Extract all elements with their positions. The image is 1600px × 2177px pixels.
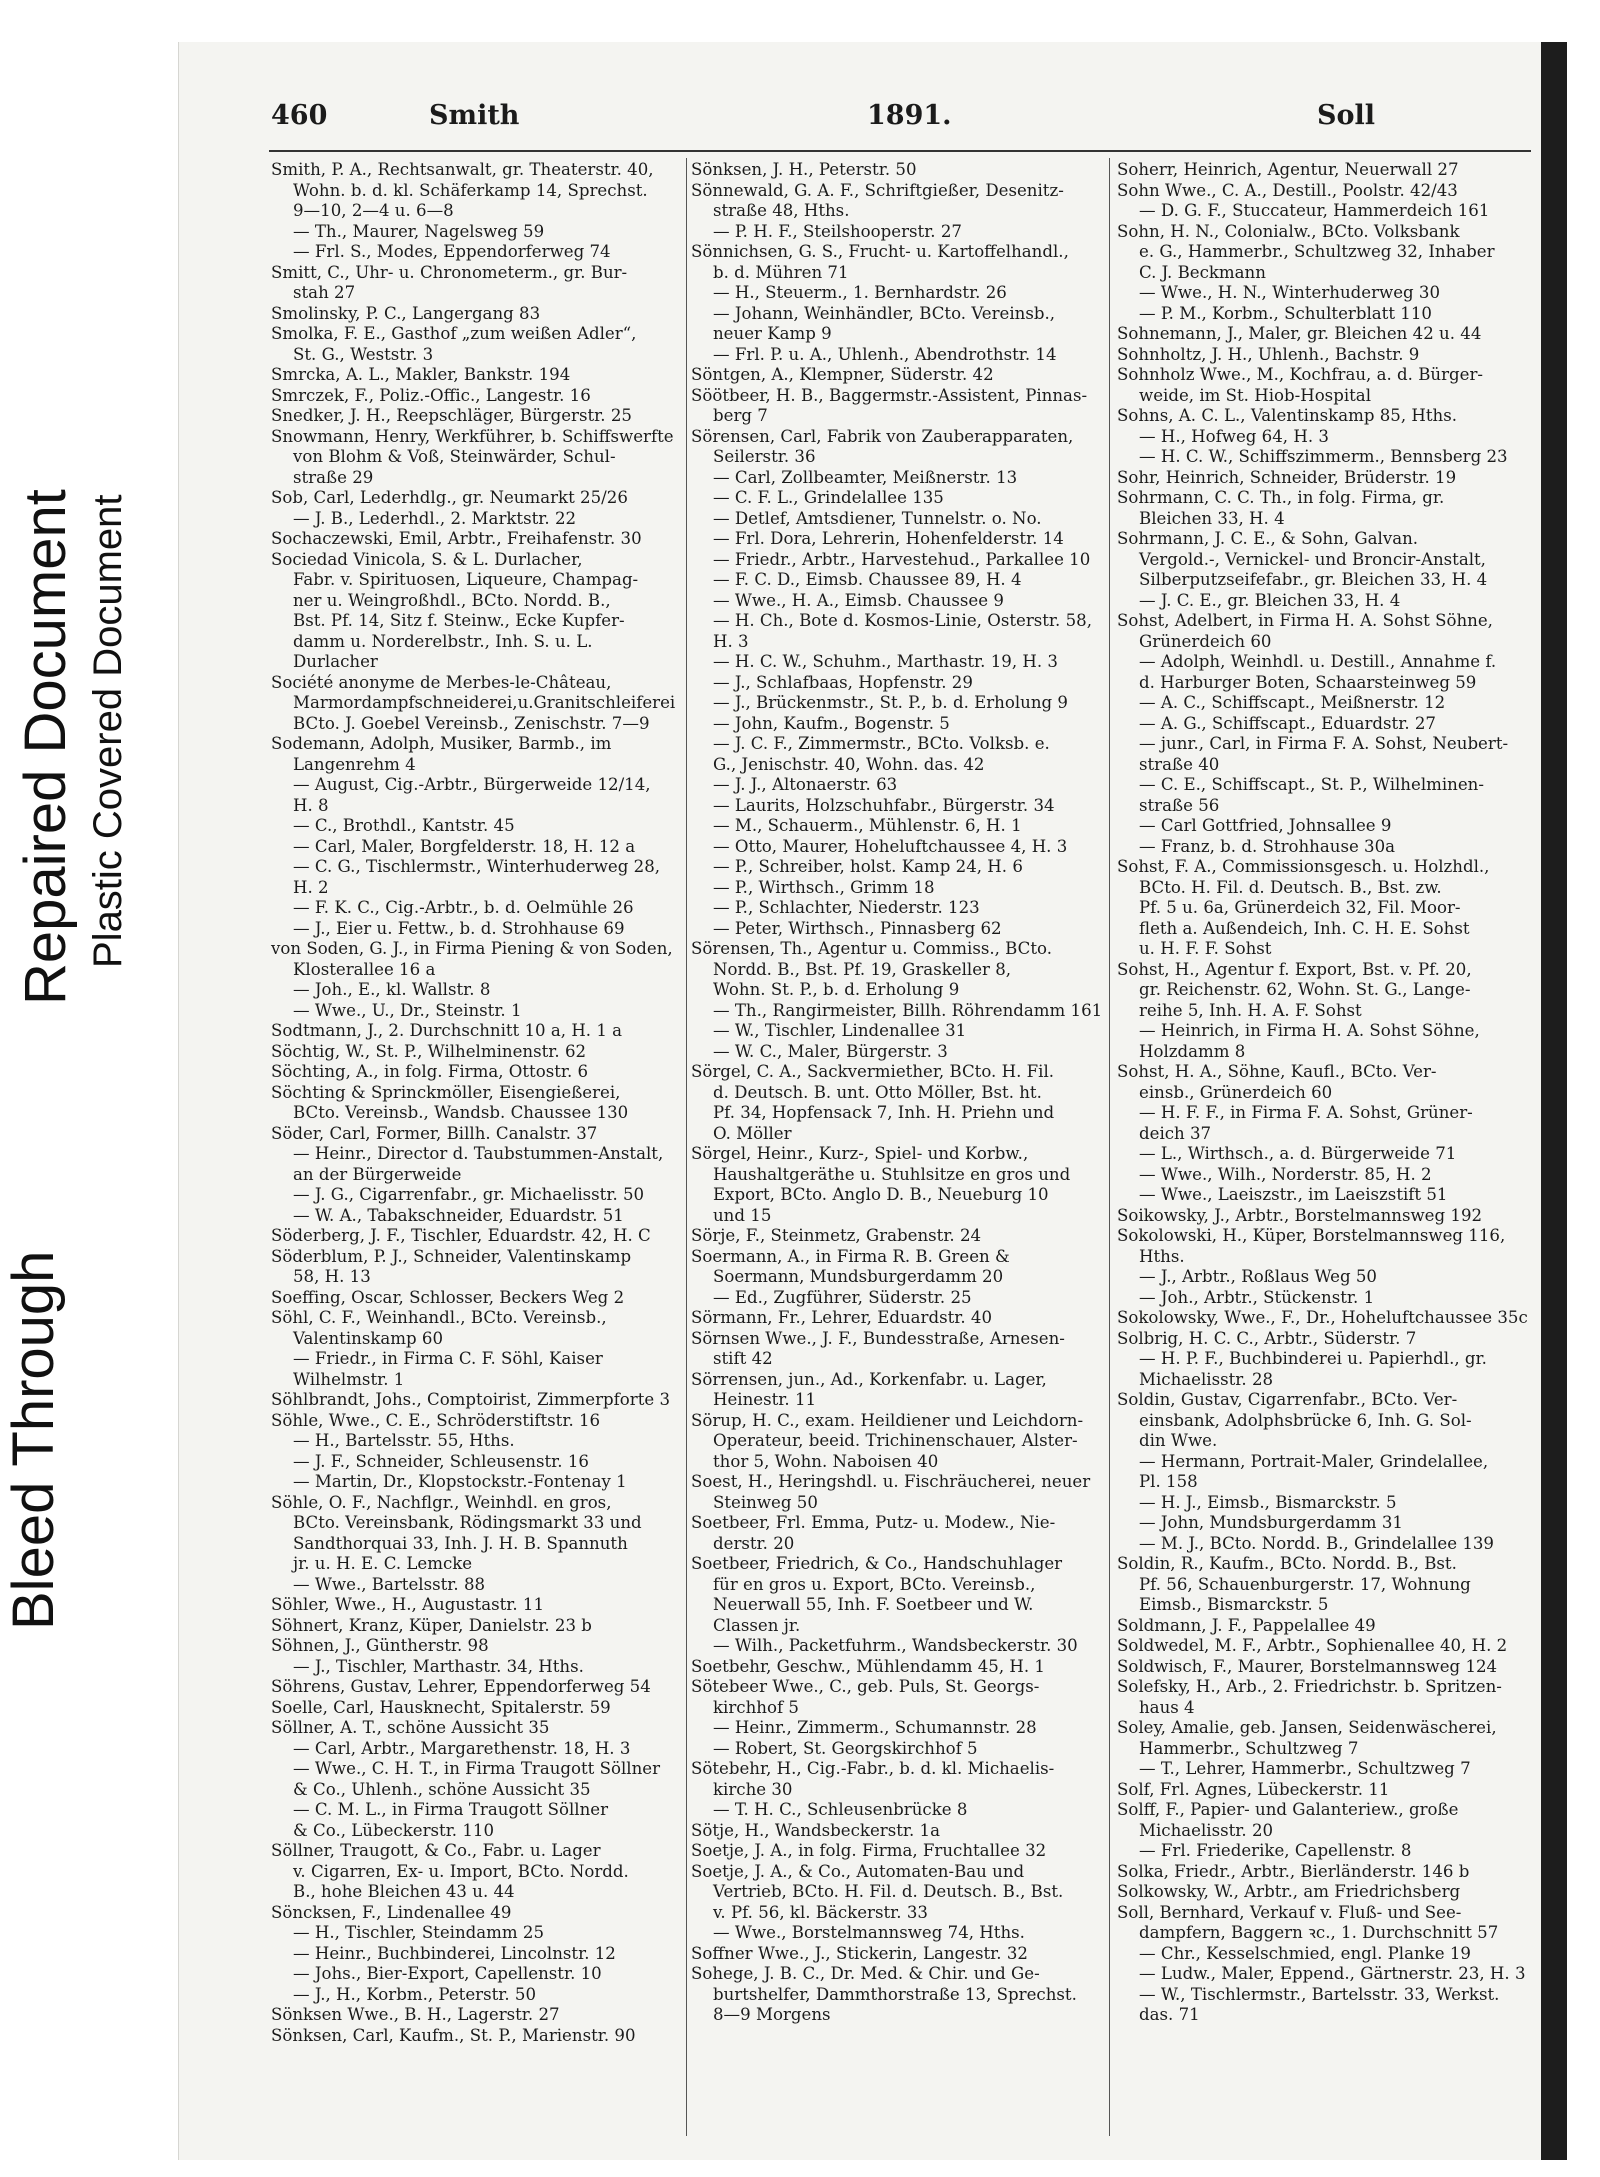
directory-entry-line: — Peter, Wirthsch., Pinnasberg 62 xyxy=(713,918,1002,938)
directory-entry-line: Söchting, A., in folg. Firma, Ottostr. 6 xyxy=(271,1062,589,1081)
directory-entry-line: damm u. Norderelbstr., Inh. S. u. L. xyxy=(293,631,593,651)
directory-entry-line: Marmordampfschneiderei,u.Granitschleiferei xyxy=(293,693,676,712)
directory-entry-line: Michaelisstr. 28 xyxy=(1139,1369,1274,1389)
directory-entry-line: Soelle, Carl, Hausknecht, Spitalerstr. 59 xyxy=(271,1697,611,1717)
column-divider xyxy=(1109,158,1110,2136)
directory-entry-line: — W., Tischler, Lindenallee 31 xyxy=(713,1021,967,1040)
directory-entry-line: Sohns, A. C. L., Valentinskamp 85, Hths. xyxy=(1117,406,1458,425)
directory-entry-line: Sörrensen, jun., Ad., Korkenfabr. u. Lager, xyxy=(691,1369,1047,1389)
directory-entry-line: Sötebeer Wwe., C., geb. Puls, St. Georgs- xyxy=(691,1677,1040,1696)
directory-entry-line: Sohnemann, J., Maler, gr. Bleichen 42 u. 44 xyxy=(1117,324,1482,343)
directory-entry-line: Pf. 34, Hopfensack 7, Inh. H. Priehn und xyxy=(713,1103,1055,1122)
header-left-word: Smith xyxy=(429,100,520,131)
directory-entry-line: — Frl. S., Modes, Eppendorferweg 74 xyxy=(293,242,611,261)
directory-entry-line: — J., Brückenmstr., St. P., b. d. Erholung 9 xyxy=(713,693,1068,712)
directory-entry-line: — H. F. F., in Firma F. A. Sohst, Grüner- xyxy=(1139,1103,1473,1122)
directory-entry-line: reihe 5, Inh. H. A. F. Sohst xyxy=(1139,1000,1362,1020)
directory-entry-line: Sob, Carl, Lederhdlg., gr. Neumarkt 25/26 xyxy=(271,488,628,507)
directory-entry-line: — Friedr., Arbtr., Harvestehud., Parkallee 10 xyxy=(713,549,1091,569)
directory-entry-line: fleth a. Außendeich, Inh. C. H. E. Sohst xyxy=(1139,918,1470,938)
directory-entry-line: — J. F., Schneider, Schleusenstr. 16 xyxy=(293,1451,589,1471)
column-divider xyxy=(686,158,687,2136)
directory-entry-line: 58, H. 13 xyxy=(293,1267,371,1286)
directory-entry-line: Grünerdeich 60 xyxy=(1139,631,1272,651)
directory-entry-line: Sohnholtz, J. H., Uhlenh., Bachstr. 9 xyxy=(1117,344,1420,364)
directory-entry-line: Sokolowsky, Wwe., F., Dr., Hoheluftchaussee 35c xyxy=(1117,1308,1528,1327)
directory-entry-line: Söötbeer, H. B., Baggermstr.-Assistent, Pinnas- xyxy=(691,385,1088,405)
directory-entry-line: Seilerstr. 36 xyxy=(713,447,816,466)
directory-entry-line: G., Jenischstr. 40, Wohn. das. 42 xyxy=(713,754,985,774)
directory-entry-line: Söntgen, A., Klempner, Süderstr. 42 xyxy=(691,365,994,384)
directory-entry-line: an der Bürgerweide xyxy=(293,1164,462,1184)
directory-entry-line: Sohrmann, C. C. Th., in folg. Firma, gr. xyxy=(1117,488,1445,507)
directory-entry-line: Sohst, F. A., Commissionsgesch. u. Holzhdl., xyxy=(1117,857,1490,876)
directory-entry-line: Söhrens, Gustav, Lehrer, Eppendorferweg 54 xyxy=(271,1677,651,1696)
directory-entry-line: dampfern, Baggern ꝛc., 1. Durchschnitt 57 xyxy=(1139,1923,1499,1942)
directory-entry-line: Solf, Frl. Agnes, Lübeckerstr. 11 xyxy=(1117,1779,1390,1799)
directory-entry-line: straße 29 xyxy=(293,467,374,487)
directory-entry-line: Söchtig, W., St. P., Wilhelminenstr. 62 xyxy=(271,1041,587,1061)
directory-entry-line: din Wwe. xyxy=(1139,1431,1218,1450)
directory-entry-line: Bleichen 33, H. 4 xyxy=(1139,508,1285,528)
directory-entry-line: Sohst, H., Agentur f. Export, Bst. v. Pf. 20, xyxy=(1117,959,1472,979)
directory-entry-line: straße 56 xyxy=(1139,795,1220,815)
directory-entry-line: — Laurits, Holzschuhfabr., Bürgerstr. 34 xyxy=(713,795,1055,815)
directory-entry-line: neuer Kamp 9 xyxy=(713,324,832,343)
directory-entry-line: — Heinrich, in Firma H. A. Sohst Söhne, xyxy=(1139,1021,1480,1040)
directory-entry-line: Classen jr. xyxy=(713,1615,801,1635)
directory-entry-line: für en gros u. Export, BCto. Vereinsb., xyxy=(713,1574,1036,1594)
directory-entry-line: b. d. Mühren 71 xyxy=(713,262,849,282)
header-rule xyxy=(269,150,1531,152)
directory-entry-line: — Heinr., Buchbinderei, Lincolnstr. 12 xyxy=(293,1943,616,1963)
directory-entry-line: ner u. Weingroßhdl., BCto. Nordd. B., xyxy=(293,590,611,610)
directory-entry-line: Sohege, J. B. C., Dr. Med. & Chir. und Ge- xyxy=(691,1964,1040,1983)
directory-entry-line: — Wwe., Borstelmannsweg 74, Hths. xyxy=(713,1923,1025,1942)
directory-entry-line: Söhler, Wwe., H., Augustastr. 11 xyxy=(271,1595,545,1614)
directory-entry-line: derstr. 20 xyxy=(713,1533,795,1553)
directory-entry-line: Sörgel, Heinr., Kurz-, Spiel- und Korbw., xyxy=(691,1144,1029,1163)
directory-entry-line: — Otto, Maurer, Hoheluftchaussee 4, H. 3 xyxy=(713,836,1068,856)
directory-entry-line: B., hohe Bleichen 43 u. 44 xyxy=(293,1882,515,1901)
directory-entry-line: Sörensen, Carl, Fabrik von Zauberapparaten, xyxy=(691,426,1074,446)
directory-entry-line: — Wwe., H. A., Eimsb. Chaussee 9 xyxy=(713,590,1004,610)
column-1 xyxy=(271,160,685,2046)
directory-entry-line: Söhl, C. F., Weinhandl., BCto. Vereinsb., xyxy=(271,1308,607,1327)
header-year: 1891. xyxy=(867,100,952,131)
directory-entry-line: — Wwe., H. N., Winterhuderweg 30 xyxy=(1139,283,1441,302)
directory-entry-line: Soldwisch, F., Maurer, Borstelmannsweg 124 xyxy=(1117,1656,1498,1676)
directory-entry-line: stah 27 xyxy=(293,283,356,302)
directory-entry-line: straße 48, Hths. xyxy=(713,201,850,220)
directory-entry-line: Hths. xyxy=(1139,1246,1185,1266)
directory-page xyxy=(178,42,1567,2160)
directory-entry-line: Soeffing, Oscar, Schlosser, Beckers Weg 2 xyxy=(271,1287,625,1307)
directory-entry-line: Sörup, H. C., exam. Heildiener und Leichdorn- xyxy=(691,1410,1084,1430)
directory-entry-line: — H., Steuerm., 1. Bernhardstr. 26 xyxy=(713,283,1007,302)
directory-entry-line: Söder, Carl, Former, Billh. Canalstr. 37 xyxy=(271,1123,598,1143)
directory-entry-line: — Wwe., U., Dr., Steinstr. 1 xyxy=(293,1000,522,1020)
directory-entry-line: — Detlef, Amtsdiener, Tunnelstr. o. No. xyxy=(713,508,1042,528)
directory-entry-line: Soffner Wwe., J., Stickerin, Langestr. 32 xyxy=(691,1943,1028,1963)
directory-entry-line: Söllner, A. T., schöne Aussicht 35 xyxy=(271,1718,550,1737)
directory-entry-line: — F. K. C., Cig.-Arbtr., b. d. Oelmühle 26 xyxy=(293,898,634,917)
directory-entry-line: — Th., Maurer, Nagelsweg 59 xyxy=(293,221,545,241)
directory-entry-line: — A. C., Schiffscapt., Meißnerstr. 12 xyxy=(1139,693,1446,712)
directory-entry-line: — August, Cig.-Arbtr., Bürgerweide 12/14, xyxy=(293,775,651,794)
repaired-document-label: Repaired Document xyxy=(13,489,78,1005)
directory-entry-line: — Ludw., Maler, Eppend., Gärtnerstr. 23, H. 3 xyxy=(1139,1964,1526,1983)
directory-entry-line: Valentinskamp 60 xyxy=(293,1328,444,1348)
directory-entry-line: Pf. 56, Schauenburgerstr. 17, Wohnung xyxy=(1139,1574,1471,1594)
directory-entry-line: — Hermann, Portrait-Maler, Grindelallee, xyxy=(1139,1451,1489,1471)
directory-entry-line: Sandthorquai 33, Inh. J. H. B. Spannuth xyxy=(293,1533,628,1553)
directory-entry-line: e. G., Hammerbr., Schultzweg 32, Inhaber xyxy=(1139,242,1495,261)
directory-entry-line: — Wwe., Bartelsstr. 88 xyxy=(293,1574,486,1594)
directory-entry-line: Michaelisstr. 20 xyxy=(1139,1820,1274,1840)
directory-entry-line: Sötebehr, H., Cig.-Fabr., b. d. kl. Michaelis- xyxy=(691,1759,1055,1778)
directory-entry-line: St. G., Weststr. 3 xyxy=(293,344,434,364)
directory-entry-line: — T. H. C., Schleusenbrücke 8 xyxy=(713,1800,968,1819)
directory-entry-line: — C., Brothdl., Kantstr. 45 xyxy=(293,816,515,835)
directory-entry-line: haus 4 xyxy=(1139,1697,1195,1717)
directory-entry-line: Sohst, H. A., Söhne, Kaufl., BCto. Ver- xyxy=(1117,1062,1437,1081)
directory-entry-line: berg 7 xyxy=(713,406,768,425)
directory-entry-line: Söchting & Sprinckmöller, Eisengießerei, xyxy=(271,1082,621,1102)
directory-entry-line: Soermann, A., in Firma R. B. Green & xyxy=(691,1246,1010,1266)
directory-entry-line: Smith, P. A., Rechtsanwalt, gr. Theaterstr. 40, xyxy=(271,160,654,179)
directory-entry-line: — Frl. Dora, Lehrerin, Hohenfelderstr. 14 xyxy=(713,529,1064,548)
directory-entry-line: Söllner, Traugott, & Co., Fabr. u. Lager xyxy=(271,1841,601,1860)
directory-entry-line: Soetbeer, Frl. Emma, Putz- u. Modew., Nie- xyxy=(691,1513,1056,1532)
directory-entry-line: Sokolowski, H., Küper, Borstelmannsweg 116, xyxy=(1117,1226,1506,1245)
directory-entry-line: Sörensen, Th., Agentur u. Commiss., BCto. xyxy=(691,939,1053,958)
directory-entry-line: Sötje, H., Wandsbeckerstr. 1a xyxy=(691,1820,941,1840)
directory-entry-line: gr. Reichenstr. 62, Wohn. St. G., Lange- xyxy=(1139,980,1471,999)
directory-entry-line: Söhlbrandt, Johs., Comptoirist, Zimmerpforte 3 xyxy=(271,1390,671,1409)
directory-entry-line: — junr., Carl, in Firma F. A. Sohst, Neubert- xyxy=(1139,734,1509,753)
directory-entry-line: deich 37 xyxy=(1139,1123,1212,1143)
directory-entry-line: BCto. Vereinsbank, Rödingsmarkt 33 und xyxy=(293,1513,642,1532)
directory-entry-line: & Co., Lübeckerstr. 110 xyxy=(293,1820,495,1840)
directory-entry-line: — W., Tischlermstr., Bartelsstr. 33, Werkst. xyxy=(1139,1984,1500,2004)
directory-entry-line: Solbrig, H. C. C., Arbtr., Süderstr. 7 xyxy=(1117,1328,1417,1348)
directory-entry-line: d. Harburger Boten, Schaarsteinweg 59 xyxy=(1139,672,1477,692)
directory-entry-line: Pl. 158 xyxy=(1139,1472,1198,1491)
directory-entry-line: Operateur, beeid. Trichinenschauer, Alster- xyxy=(713,1431,1078,1450)
directory-entry-line: — Wwe., Wilh., Norderstr. 85, H. 2 xyxy=(1139,1164,1432,1184)
directory-entry-line: — Wwe., Laeiszstr., im Laeiszstift 51 xyxy=(1139,1185,1448,1204)
directory-entry-line: Söhnert, Kranz, Küper, Danielstr. 23 b xyxy=(271,1615,592,1635)
directory-entry-line: — F. C. D., Eimsb. Chaussee 89, H. 4 xyxy=(713,570,1022,589)
directory-entry-line: Soldwedel, M. F., Arbtr., Sophienallee 40, H. 2 xyxy=(1117,1636,1508,1655)
directory-entry-line: Sönksen, Carl, Kaufm., St. P., Marienstr. 90 xyxy=(271,2025,636,2045)
directory-entry-line: jr. u. H. E. C. Lemcke xyxy=(293,1554,473,1573)
directory-entry-line: Smolinsky, P. C., Langergang 83 xyxy=(271,303,541,323)
header-right-word: Soll xyxy=(1317,100,1376,131)
directory-entry-line: — J. B., Lederhdl., 2. Marktstr. 22 xyxy=(293,508,577,528)
directory-entry-line: — P. M., Korbm., Schulterblatt 110 xyxy=(1139,303,1432,323)
directory-entry-line: Söderberg, J. F., Tischler, Eduardstr. 42, H. C xyxy=(271,1226,651,1245)
directory-entry-line: — C. E., Schiffscapt., St. P., Wilhelminen- xyxy=(1139,775,1484,794)
directory-entry-line: straße 40 xyxy=(1139,754,1220,774)
directory-entry-line: 9—10, 2—4 u. 6—8 xyxy=(293,201,454,220)
directory-entry-line: — Wilh., Packetfuhrm., Wandsbeckerstr. 30 xyxy=(713,1636,1078,1655)
directory-entry-line: Smrcka, A. L., Makler, Bankstr. 194 xyxy=(271,365,571,384)
directory-entry-line: von Soden, G. J., in Firma Piening & von Soden, xyxy=(271,939,673,958)
directory-entry-line: Soldmann, J. F., Pappelallee 49 xyxy=(1117,1615,1376,1635)
directory-entry-line: — J. C. E., gr. Bleichen 33, H. 4 xyxy=(1139,590,1401,610)
directory-entry-line: — Joh., E., kl. Wallstr. 8 xyxy=(293,980,491,999)
directory-entry-line: Sodemann, Adolph, Musiker, Barmb., im xyxy=(271,734,612,753)
directory-entry-line: Solff, F., Papier- und Galanteriew., große xyxy=(1117,1800,1459,1819)
directory-entry-line: — Franz, b. d. Strohhause 30a xyxy=(1139,836,1396,856)
directory-entry-line: — H. C. W., Schiffszimmerm., Bennsberg 23 xyxy=(1139,447,1508,466)
directory-entry-line: — L., Wirthsch., a. d. Bürgerweide 71 xyxy=(1139,1144,1457,1163)
directory-entry-line: d. Deutsch. B. unt. Otto Möller, Bst. ht. xyxy=(713,1082,1042,1102)
directory-entry-line: — Friedr., in Firma C. F. Söhl, Kaiser xyxy=(293,1349,603,1368)
directory-entry-line: — Frl. Friederike, Capellenstr. 8 xyxy=(1139,1841,1412,1860)
book-spine xyxy=(1541,42,1567,2160)
directory-entry-line: Sochaczewski, Emil, Arbtr., Freihafenstr. 30 xyxy=(271,529,642,548)
directory-entry-line: Sohr, Heinrich, Schneider, Brüderstr. 19 xyxy=(1117,467,1457,487)
directory-entry-line: — J., H., Korbm., Peterstr. 50 xyxy=(293,1984,537,2004)
directory-entry-line: — Adolph, Weinhdl. u. Destill., Annahme f. xyxy=(1139,652,1497,671)
directory-entry-line: Söhnen, J., Güntherstr. 98 xyxy=(271,1636,489,1655)
directory-entry-line: Neuerwall 55, Inh. F. Soetbeer und W. xyxy=(713,1595,1034,1614)
directory-entry-line: Soetje, J. A., in folg. Firma, Fruchtallee 32 xyxy=(691,1841,1047,1860)
directory-entry-line: v. Cigarren, Ex- u. Import, BCto. Nordd. xyxy=(293,1861,629,1881)
directory-entry-line: Nordd. B., Bst. Pf. 19, Graskeller 8, xyxy=(713,959,1012,979)
directory-entry-line: — J. G., Cigarrenfabr., gr. Michaelisstr. 50 xyxy=(293,1185,645,1204)
directory-entry-line: — J. J., Altonaerstr. 63 xyxy=(713,775,898,794)
directory-entry-line: Soley, Amalie, geb. Jansen, Seidenwäscherei, xyxy=(1117,1718,1497,1737)
directory-entry-line: & Co., Uhlenh., schöne Aussicht 35 xyxy=(293,1779,591,1799)
directory-entry-line: Sohnholz Wwe., M., Kochfrau, a. d. Bürger- xyxy=(1117,365,1483,384)
directory-entry-line: Solkowsky, W., Arbtr., am Friedrichsberg xyxy=(1117,1882,1461,1901)
directory-entry-line: — H. J., Eimsb., Bismarckstr. 5 xyxy=(1139,1492,1397,1512)
directory-entry-line: Snedker, J. H., Reepschläger, Bürgerstr. 25 xyxy=(271,406,632,425)
directory-entry-line: O. Möller xyxy=(713,1123,792,1143)
directory-entry-line: — H., Tischler, Steindamm 25 xyxy=(293,1923,545,1942)
directory-entry-line: — P. H. F., Steilshooperstr. 27 xyxy=(713,221,962,241)
directory-entry-line: weide, im St. Hiob-Hospital xyxy=(1139,385,1371,405)
directory-entry-line: — P., Wirthsch., Grimm 18 xyxy=(713,877,935,897)
directory-entry-line: — Carl, Arbtr., Margarethenstr. 18, H. 3 xyxy=(293,1738,631,1758)
directory-entry-line: Söhle, O. F., Nachflgr., Weinhdl. en gros, xyxy=(271,1492,612,1512)
directory-entry-line: Soest, H., Heringshdl. u. Fischräucherei, neuer xyxy=(691,1472,1091,1491)
directory-entry-line: Smrczek, F., Poliz.-Offic., Langestr. 16 xyxy=(271,385,591,405)
directory-entry-line: BCto. Vereinsb., Wandsb. Chaussee 130 xyxy=(293,1103,629,1122)
directory-entry-line: Hammerbr., Schultzweg 7 xyxy=(1139,1738,1359,1758)
directory-entry-line: Sörje, F., Steinmetz, Grabenstr. 24 xyxy=(691,1226,982,1245)
directory-entry-line: einsb., Grünerdeich 60 xyxy=(1139,1082,1333,1102)
directory-entry-line: — T., Lehrer, Hammerbr., Schultzweg 7 xyxy=(1139,1759,1471,1778)
directory-entry-line: und 15 xyxy=(713,1205,772,1225)
directory-entry-line: Eimsb., Bismarckstr. 5 xyxy=(1139,1595,1329,1614)
directory-entry-line: — M. J., BCto. Nordd. B., Grindelallee 139 xyxy=(1139,1533,1494,1553)
directory-entry-line: Haushaltgeräthe u. Stuhlsitze en gros und xyxy=(713,1164,1071,1184)
directory-entry-line: Sociedad Vinicola, S. & L. Durlacher, xyxy=(271,549,583,569)
directory-entry-line: kirche 30 xyxy=(713,1779,793,1799)
directory-entry-line: Export, BCto. Anglo D. B., Neueburg 10 xyxy=(713,1185,1049,1204)
directory-entry-line: Fabr. v. Spirituosen, Liqueure, Champag- xyxy=(293,570,639,589)
directory-entry-line: Solefsky, H., Arb., 2. Friedrichstr. b. Spritzen- xyxy=(1117,1677,1502,1696)
directory-entry-line: Durlacher xyxy=(293,652,378,671)
directory-entry-line: — J. C. F., Zimmermstr., BCto. Volksb. e. xyxy=(713,734,1050,753)
directory-entry-line: das. 71 xyxy=(1139,2005,1200,2024)
directory-entry-line: Holzdamm 8 xyxy=(1139,1041,1246,1061)
directory-entry-line: — J., Arbtr., Roßlaus Weg 50 xyxy=(1139,1267,1377,1286)
directory-entry-line: — Johs., Bier-Export, Capellenstr. 10 xyxy=(293,1964,602,1983)
directory-entry-line: Snowmann, Henry, Werkführer, b. Schiffswerfte xyxy=(271,426,674,446)
directory-entry-line: — Chr., Kesselschmied, engl. Planke 19 xyxy=(1139,1943,1471,1963)
directory-entry-line: Soll, Bernhard, Verkauf v. Fluß- und See- xyxy=(1117,1902,1462,1922)
directory-entry-line: H. 2 xyxy=(293,877,329,897)
directory-entry-line: — P., Schlachter, Niederstr. 123 xyxy=(713,898,980,917)
directory-entry-line: Soldin, R., Kaufm., BCto. Nordd. B., Bst. xyxy=(1117,1554,1457,1573)
directory-entry-line: — C. M. L., in Firma Traugott Söllner xyxy=(293,1800,609,1819)
directory-entry-line: Sodtmann, J., 2. Durchschnitt 10 a, H. 1 a xyxy=(271,1021,623,1040)
directory-entry-line: — W. A., Tabakschneider, Eduardstr. 51 xyxy=(293,1205,624,1225)
directory-entry-line: 8—9 Morgens xyxy=(713,2005,831,2024)
directory-entry-line: — Robert, St. Georgskirchhof 5 xyxy=(713,1738,978,1758)
directory-entry-line: — J., Eier u. Fettw., b. d. Strohhause 69 xyxy=(293,918,625,938)
directory-entry-line: Sohn, H. N., Colonialw., BCto. Volksbank xyxy=(1117,221,1460,241)
directory-entry-line: — A. G., Schiffscapt., Eduardstr. 27 xyxy=(1139,713,1436,733)
directory-entry-line: stift 42 xyxy=(713,1349,773,1368)
directory-entry-line: burtshelfer, Dammthorstraße 13, Sprechst. xyxy=(713,1984,1077,2004)
directory-entry-line: Bst. Pf. 14, Sitz f. Steinw., Ecke Kupfer- xyxy=(293,611,625,630)
directory-entry-line: — H. P. F., Buchbinderei u. Papierhdl., gr. xyxy=(1139,1349,1487,1368)
directory-entry-line: — Frl. P. u. A., Uhlenh., Abendrothstr. 14 xyxy=(713,344,1057,364)
directory-entry-line: Söncksen, F., Lindenallee 49 xyxy=(271,1902,512,1922)
directory-entry-line: Soetje, J. A., & Co., Automaten-Bau und xyxy=(691,1861,1025,1881)
directory-entry-line: Sohrmann, J. C. E., & Sohn, Galvan. xyxy=(1117,529,1419,548)
directory-entry-line: — Heinr., Director d. Taubstummen-Anstalt, xyxy=(293,1144,664,1163)
directory-entry-line: Sörmann, Fr., Lehrer, Eduardstr. 40 xyxy=(691,1308,993,1327)
directory-entry-line: Wohn. St. P., b. d. Erholung 9 xyxy=(713,980,960,999)
directory-entry-line: Smolka, F. E., Gasthof „zum weißen Adler“, xyxy=(271,324,637,343)
directory-entry-line: Sönnewald, G. A. F., Schriftgießer, Desenitz- xyxy=(691,180,1064,200)
directory-entry-line: Société anonyme de Merbes-le-Château, xyxy=(271,672,612,692)
directory-entry-line: — W. C., Maler, Bürgerstr. 3 xyxy=(713,1041,948,1061)
page-number: 460 xyxy=(271,100,328,131)
directory-entry-line: — Wwe., C. H. T., in Firma Traugott Söllner xyxy=(293,1759,661,1778)
directory-entry-line: — Heinr., Zimmerm., Schumannstr. 28 xyxy=(713,1718,1037,1737)
column-3 xyxy=(1117,160,1531,2026)
directory-entry-line: kirchhof 5 xyxy=(713,1697,799,1717)
directory-entry-line: v. Pf. 56, kl. Bäckerstr. 33 xyxy=(713,1902,928,1922)
directory-entry-line: — Th., Rangirmeister, Billh. Röhrendamm 161 xyxy=(713,1000,1103,1020)
directory-entry-line: Steinweg 50 xyxy=(713,1492,818,1512)
directory-entry-line: H. 8 xyxy=(293,795,329,815)
directory-entry-line: Sohst, Adelbert, in Firma H. A. Sohst Söhne, xyxy=(1117,611,1493,630)
directory-entry-line: — Carl, Zollbeamter, Meißnerstr. 13 xyxy=(713,467,1018,487)
directory-entry-line: Smitt, C., Uhr- u. Chronometerm., gr. Bur- xyxy=(271,262,628,282)
directory-entry-line: — Carl, Maler, Borgfelderstr. 18, H. 12 a xyxy=(293,836,636,856)
directory-entry-line: von Blohm & Voß, Steinwärder, Schul- xyxy=(293,447,616,466)
directory-entry-line: Soldin, Gustav, Cigarrenfabr., BCto. Ver- xyxy=(1117,1390,1458,1409)
directory-entry-line: einsbank, Adolphsbrücke 6, Inh. G. Sol- xyxy=(1139,1410,1472,1430)
directory-entry-line: — J., Schlafbaas, Hopfenstr. 29 xyxy=(713,672,973,692)
directory-entry-line: — H., Hofweg 64, H. 3 xyxy=(1139,426,1329,446)
directory-entry-line: Söderblum, P. J., Schneider, Valentinskamp xyxy=(271,1246,632,1266)
page-header xyxy=(179,100,1539,146)
sidebar-annotations xyxy=(0,0,150,2177)
bleed-through-label: Bleed Through xyxy=(1,1250,66,1630)
directory-entry-line: Sönnichsen, G. S., Frucht- u. Kartoffelhandl., xyxy=(691,242,1069,261)
directory-entry-line: C. J. Beckmann xyxy=(1139,262,1266,282)
directory-entry-line: — Johann, Weinhändler, BCto. Vereinsb., xyxy=(713,303,1056,323)
directory-entry-line: Heinestr. 11 xyxy=(713,1390,817,1409)
directory-entry-line: Soermann, Mundsburgerdamm 20 xyxy=(713,1267,1004,1286)
directory-entry-line: — Carl Gottfried, Johnsallee 9 xyxy=(1139,816,1392,835)
directory-entry-line: Soikowsky, J., Arbtr., Borstelmannsweg 192 xyxy=(1117,1205,1483,1225)
directory-entry-line: — M., Schauerm., Mühlenstr. 6, H. 1 xyxy=(713,816,1022,835)
plastic-covered-label: Plastic Covered Document xyxy=(86,494,130,968)
directory-entry-line: Sörgel, C. A., Sackvermiether, BCto. H. Fil. xyxy=(691,1062,1055,1081)
directory-entry-line: thor 5, Wohn. Naboisen 40 xyxy=(713,1451,939,1471)
directory-entry-line: Soetbehr, Geschw., Mühlendamm 45, H. 1 xyxy=(691,1656,1045,1676)
directory-entry-line: — John, Kaufm., Bogenstr. 5 xyxy=(713,713,950,733)
directory-entry-line: Wohn. b. d. kl. Schäferkamp 14, Sprechst. xyxy=(293,180,648,200)
directory-entry-line: — C. F. L., Grindelallee 135 xyxy=(713,488,944,507)
directory-entry-line: Pf. 5 u. 6a, Grünerdeich 32, Fil. Moor- xyxy=(1139,898,1461,917)
column-2 xyxy=(691,160,1103,2026)
directory-entry-line: — H. C. W., Schuhm., Marthastr. 19, H. 3 xyxy=(713,652,1058,671)
directory-entry-line: Soherr, Heinrich, Agentur, Neuerwall 27 xyxy=(1117,160,1459,179)
directory-entry-line: Klosterallee 16 a xyxy=(293,959,436,979)
directory-entry-line: Langenrehm 4 xyxy=(293,754,416,774)
directory-entry-line: BCto. H. Fil. d. Deutsch. B., Bst. zw. xyxy=(1139,877,1442,897)
directory-entry-line: BCto. J. Goebel Vereinsb., Zenischstr. 7—9 xyxy=(293,713,650,733)
directory-entry-line: Sönksen, J. H., Peterstr. 50 xyxy=(691,160,917,179)
directory-entry-line: Sörnsen Wwe., J. F., Bundesstraße, Arnesen- xyxy=(691,1328,1065,1348)
directory-entry-line: H. 3 xyxy=(713,631,749,651)
directory-entry-line: u. H. F. F. Sohst xyxy=(1139,939,1272,958)
directory-entry-line: — Ed., Zugführer, Süderstr. 25 xyxy=(713,1287,972,1307)
directory-entry-line: Solka, Friedr., Arbtr., Bierländerstr. 146 b xyxy=(1117,1861,1470,1881)
directory-entry-line: Vertrieb, BCto. H. Fil. d. Deutsch. B., Bst. xyxy=(713,1882,1064,1901)
directory-entry-line: — H. Ch., Bote d. Kosmos-Linie, Osterstr. 58, xyxy=(713,611,1092,630)
directory-entry-line: Söhle, Wwe., C. E., Schröderstiftstr. 16 xyxy=(271,1410,601,1430)
directory-entry-line: Sohn Wwe., C. A., Destill., Poolstr. 42/43 xyxy=(1117,180,1458,200)
directory-entry-line: — Martin, Dr., Klopstockstr.-Fontenay 1 xyxy=(293,1472,627,1491)
directory-entry-line: Wilhelmstr. 1 xyxy=(293,1369,405,1389)
directory-entry-line: — H., Bartelsstr. 55, Hths. xyxy=(293,1431,515,1450)
directory-entry-line: Sönksen Wwe., B. H., Lagerstr. 27 xyxy=(271,2005,560,2024)
directory-entry-line: — D. G. F., Stuccateur, Hammerdeich 161 xyxy=(1139,201,1490,220)
directory-entry-line: Vergold.-, Vernickel- und Broncir-Anstalt, xyxy=(1139,549,1486,569)
directory-entry-line: Soetbeer, Friedrich, & Co., Handschuhlager xyxy=(691,1554,1063,1573)
directory-entry-line: — J., Tischler, Marthastr. 34, Hths. xyxy=(293,1656,584,1676)
directory-entry-line: — P., Schreiber, holst. Kamp 24, H. 6 xyxy=(713,857,1023,876)
directory-entry-line: — John, Mundsburgerdamm 31 xyxy=(1139,1513,1403,1532)
directory-entry-line: — Joh., Arbtr., Stückenstr. 1 xyxy=(1139,1287,1375,1307)
directory-entry-line: Silberputzseifefabr., gr. Bleichen 33, H. 4 xyxy=(1139,570,1488,589)
directory-entry-line: — C. G., Tischlermstr., Winterhuderweg 28, xyxy=(293,857,661,876)
